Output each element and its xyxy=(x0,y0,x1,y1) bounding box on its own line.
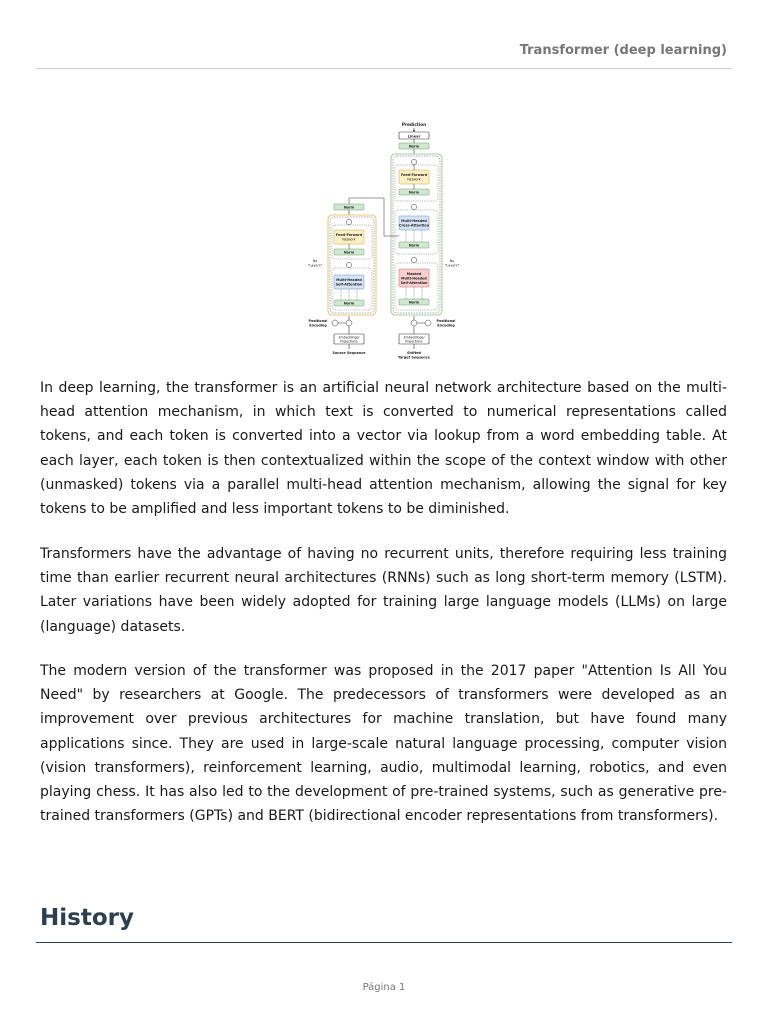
paragraph-advantages: Transformers have the advantage of having no recurrent units, therefore requiring less training time than earlier recurrent neural architectures (RNNs) such as long short-term memory (LSTM). Later variations have been widely adopted for training large language models (LLMs) on large (language) datasets. xyxy=(40,546,727,635)
decoder-ffn-label-1: Feed-Forward xyxy=(400,173,428,177)
decoder-nx-label: Nx xyxy=(449,259,455,263)
page-number: Página 1 xyxy=(362,982,406,993)
prediction-label: Prediction xyxy=(401,122,427,127)
encoder-positional-label-2: Encoding xyxy=(309,323,327,328)
decoder-positional-label-1: Positional xyxy=(436,319,456,323)
decoder-cross-add-node xyxy=(411,204,416,209)
encoder-ffn-label-2: Network xyxy=(342,237,356,242)
decoder-masked-label-1: Masked xyxy=(406,272,422,276)
encoder-self-add-node xyxy=(346,262,351,267)
decoder-masked-label-3: Self-Attention xyxy=(400,281,428,285)
section-heading-history: History xyxy=(40,905,134,931)
header-divider xyxy=(36,68,732,69)
encoder-nx-label: Nx xyxy=(312,259,318,263)
transformer-diagram xyxy=(300,118,468,363)
paragraph-intro: In deep learning, the transformer is an artificial neural network architecture based on the multi-head attention mechanism, in which text is converted to numerical representations called tokens, and each token is converted into a vector via lookup from a word embedding table. At each layer, each token is then contextualized within the scope of the context window with other (unmasked) tokens via a parallel multi-head attention mechanism, allowing the signal for key tokens to be amplified and less important tokens to be diminished. xyxy=(40,380,727,518)
encoder-positional-add-node xyxy=(346,320,352,326)
encoder-self-label-1: Multi-Headed xyxy=(336,278,362,282)
encoder-ffn-norm-label: Norm xyxy=(343,250,355,255)
decoder-positional-add-node xyxy=(411,320,417,326)
encoder-layers-label: "Layers" xyxy=(307,263,323,268)
encoder-embeddings-label-2: Projections xyxy=(340,339,358,344)
decoder-positional-label-2: Encoding xyxy=(437,323,455,328)
decoder-ffn-add-node xyxy=(411,159,416,164)
linear-label: Linear xyxy=(407,134,421,139)
decoder-cross-label-1: Multi-Headed xyxy=(401,219,427,223)
encoder-self-label-2: Self-Attention xyxy=(335,282,363,287)
encoder-self-norm-label: Norm xyxy=(343,301,355,306)
transformer-architecture-figure xyxy=(300,118,468,363)
encoder-positional-label-1: Positional xyxy=(308,319,328,323)
decoder-ffn-label-2: Network xyxy=(407,177,421,182)
decoder-layers-label: "Layers" xyxy=(444,263,460,268)
target-sequence-label: Target Sequence xyxy=(398,355,430,360)
encoder-ffn-label-1: Feed-Forward xyxy=(335,233,363,237)
source-sequence-label: Source Sequence xyxy=(332,351,366,355)
decoder-cross-norm-label: Norm xyxy=(408,243,420,248)
paragraph-history-summary: The modern version of the transformer was proposed in the 2017 paper "Attention Is All You Need" by researchers at Google. The predecessors of transformers were developed as an improvement over previous architectures for machine translation, but have found many applications since. They are used in large-scale natural language processing, computer vision (vision transformers), reinforcement learning, audio, multimodal learning, robotics, and even playing chess. It has also led to the development of pre-trained systems, such as generative pre-trained transformers (GPTs) and BERT (bidirectional encoder representations from transformers). xyxy=(40,663,727,825)
decoder-self-norm-label: Norm xyxy=(408,300,420,305)
encoder-positional-wave-icon xyxy=(332,320,338,326)
shifted-label: Shifted xyxy=(407,351,421,355)
running-header-title: Transformer (deep learning) xyxy=(519,43,727,58)
decoder-self-add-node xyxy=(411,257,416,262)
encoder-embeddings-label-1: Embeddings/ xyxy=(338,335,360,340)
section-divider xyxy=(36,942,732,943)
decoder-cross-label-2: Cross-Attention xyxy=(398,223,430,228)
decoder-embeddings-label-2: Projections xyxy=(405,339,423,344)
encoder-ffn-add-node xyxy=(346,219,351,224)
decoder-masked-label-2: Multi-Headed xyxy=(401,276,427,281)
decoder-embeddings-label-1: Embeddings/ xyxy=(403,335,425,340)
encoder-output-norm-label: Norm xyxy=(343,205,355,210)
decoder-ffn-norm-label: Norm xyxy=(408,190,420,195)
decoder-positional-wave-icon xyxy=(425,320,431,326)
decoder-final-norm-label: Norm xyxy=(408,144,420,149)
